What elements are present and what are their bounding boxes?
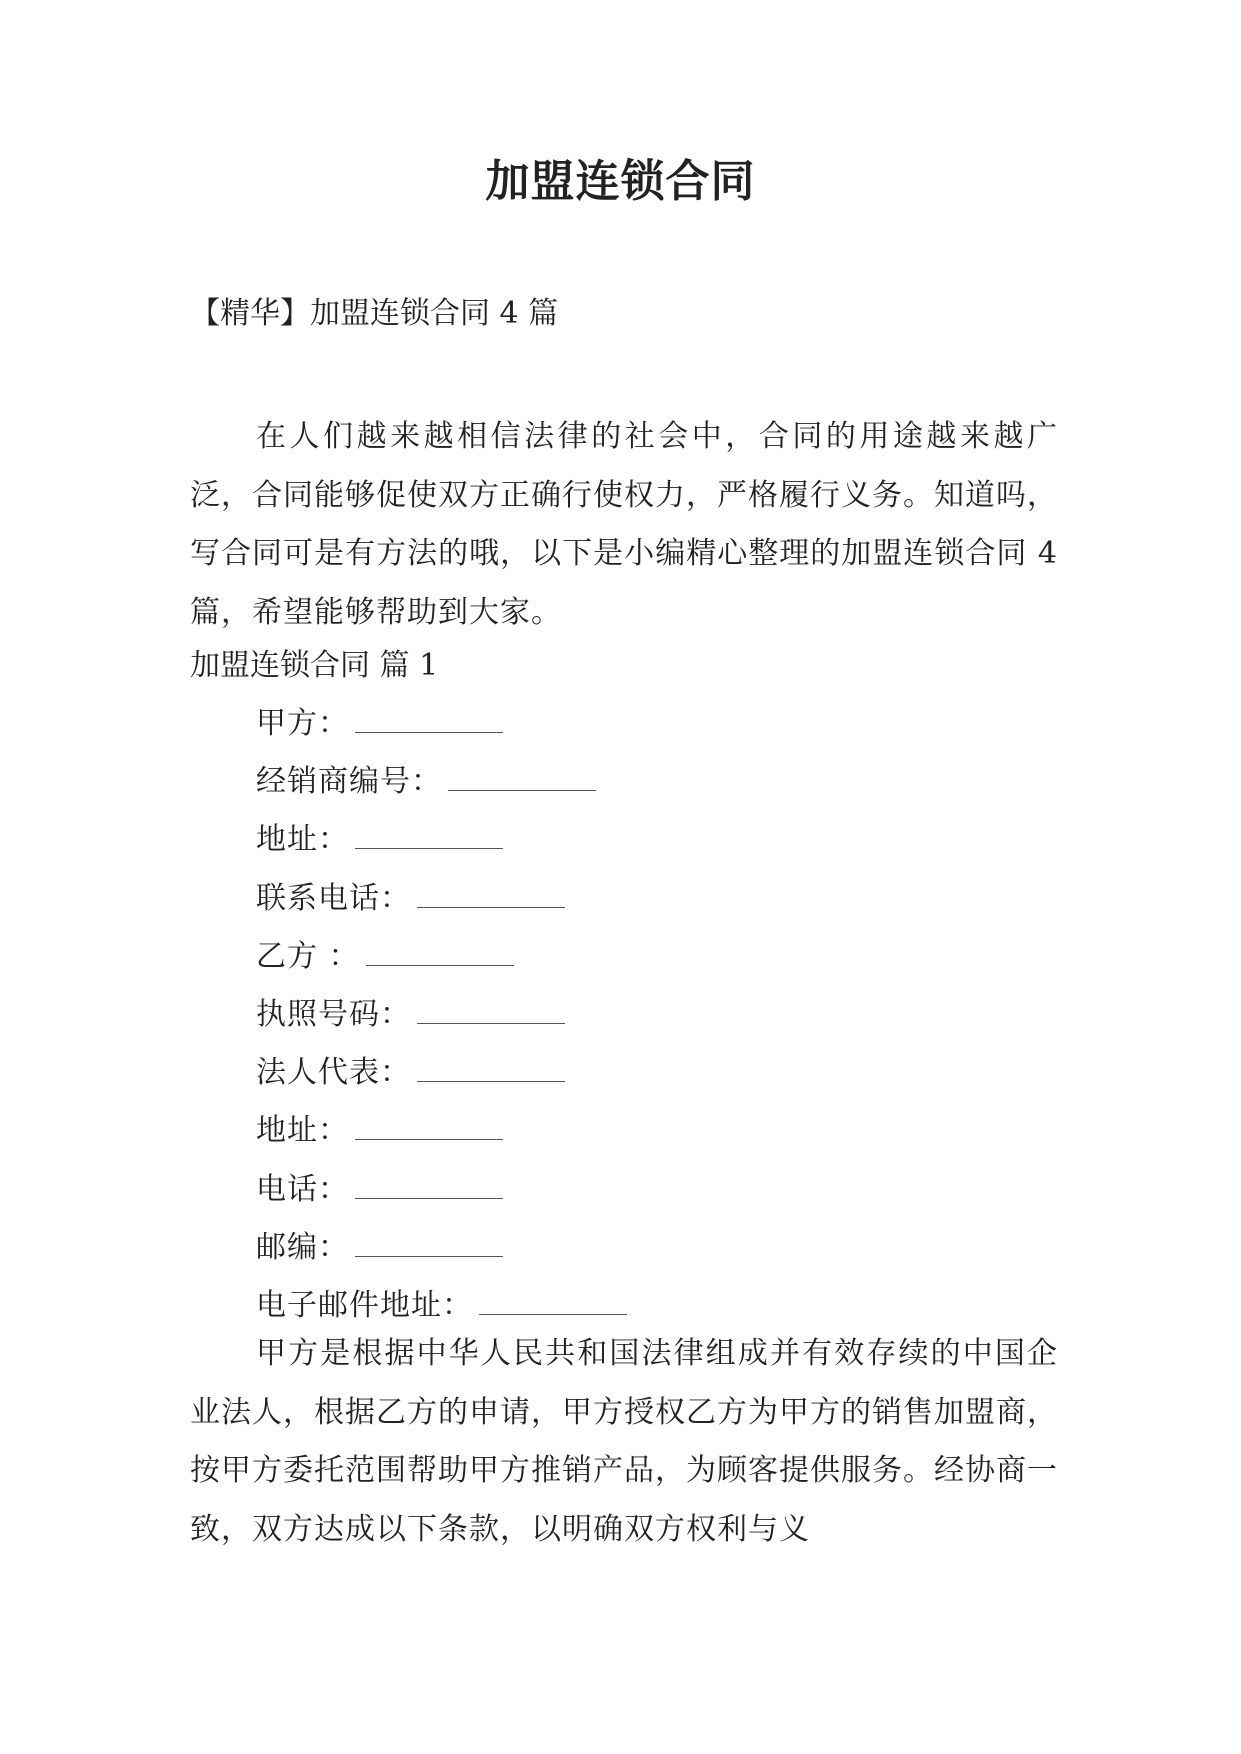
field-label: 联系电话： [256, 880, 411, 916]
field-phone [256, 1168, 627, 1226]
field-address-a [256, 818, 627, 876]
party-info-list [256, 702, 627, 1342]
fill-in-blank [355, 1226, 503, 1257]
field-label: 地址： [256, 1113, 349, 1149]
field-label: 经销商编号： [256, 764, 442, 800]
field-label: 电子邮件地址： [256, 1287, 473, 1323]
field-postcode [256, 1226, 627, 1284]
fill-in-blank [417, 877, 565, 908]
document-subtitle: 【精华】加盟连锁合同 4 篇 [190, 296, 559, 331]
field-label: 邮编： [256, 1229, 349, 1265]
fill-in-blank [355, 818, 503, 849]
body-paragraph: 甲方是根据中华人民共和国法律组成并有效存续的中国企业法人，根据乙方的申请，甲方授权乙方为甲方的销售加盟商，按甲方委托范围帮助甲方推销产品，为顾客提供服务。经协商一致，双方达成以下条款，以明确双方权利与义 [190, 1336, 1058, 1547]
fill-in-blank [479, 1284, 627, 1315]
field-address-b [256, 1109, 627, 1167]
field-party-a [256, 702, 627, 760]
field-legal-representative [256, 1051, 627, 1109]
field-license-number [256, 993, 627, 1051]
fill-in-blank [448, 760, 596, 791]
field-party-b [256, 935, 627, 993]
fill-in-blank [417, 993, 565, 1024]
field-dealer-number [256, 760, 627, 818]
fill-in-blank [366, 935, 514, 966]
fill-in-blank [417, 1051, 565, 1082]
section-heading: 加盟连锁合同 篇 1 [190, 648, 439, 683]
field-label: 甲方： [256, 706, 349, 741]
field-label: 法人代表： [256, 1055, 411, 1091]
field-contact-phone [256, 877, 627, 935]
fill-in-blank [355, 1168, 503, 1199]
field-label: 电话： [256, 1171, 349, 1207]
field-label: 乙方 ： [256, 938, 360, 974]
field-label: 地址： [256, 822, 349, 858]
fill-in-blank [355, 702, 503, 733]
document-title: 加盟连锁合同 [485, 156, 756, 207]
fill-in-blank [355, 1109, 503, 1140]
field-label: 执照号码： [256, 996, 411, 1032]
intro-paragraph: 在人们越来越相信法律的社会中，合同的用途越来越广泛，合同能够促使双方正确行使权力，严格履行义务。知道吗，写合同可是有方法的哦，以下是小编精心整理的加盟连锁合同 4 篇，希望能够帮助到大家。 [190, 419, 1058, 630]
